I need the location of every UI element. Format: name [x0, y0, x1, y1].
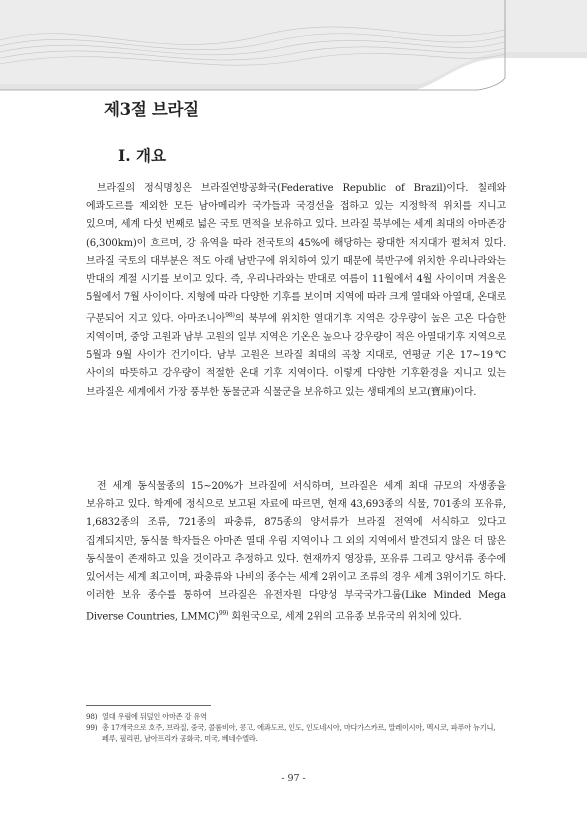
body-paragraph-2 [86, 478, 506, 627]
section-heading: I. 개요 [118, 146, 166, 165]
footnote-number: 99) [86, 723, 98, 733]
paragraph-2-text-a: 전 세계 동식물종의 15~20%가 브라질에 서식하며, 브라질은 세계 최대 규모의 자생종을 보유하고 있다. 학계에 정식으로 보고된 자료에 따르면, 현재 43,693종의 식물, 701종의 포유류, 1,6832종의 조류, 721종의 파충류, 875종의 양서류가 브라질 전역에 서식하고 있다고 집계되지만, 동식물 학자들은 아마존 열대 우림 지역이나 그 외의 지역에서 발견되지 않은 더 많은 동식물이 존재하고 있을 것이라고 추정하고 있다. 현재까지 영장류, 포유류 그리고 양서류 종수에 있어서는 세계 최고이며, 파충류와 나비의 종수는 세계 2위이고 조류의 경우 세계 3위이기도 하다. 이러한 보유 종수를 통하여 브라질은 유전자원 다양성 부국국가그룹(Like Minded Mega Diverse Countries, LMMC) [86, 481, 506, 623]
footnote-text: 열대 우림에 뒤덮인 아마존 강 유역 [102, 712, 207, 721]
footnote-ref-98[interactable]: 98) [225, 312, 235, 320]
page-number: - 97 - [281, 773, 306, 784]
footnote-98 [86, 711, 511, 722]
paragraph-2-text-b: 회원국으로, 세계 2위의 고유종 보유국의 위치에 있다. [228, 611, 462, 623]
footnote-ref-99[interactable]: 99) [218, 610, 229, 618]
footnotes [86, 711, 511, 745]
footnote-number: 98) [86, 712, 98, 721]
footnote-99 [86, 722, 511, 744]
chapter-title: 제3절 브라질 [104, 100, 199, 119]
paragraph-1-text-a: 브라질의 정식명칭은 브라질연방공화국(Federative Republic of Brazil)이다. 칠레와 에콰도르를 제외한 모든 남아메리카 국가들과 국경선을 접하고 있는 지정학적 위치를 지니고 있으며, 세계 다섯 번째로 넓은 국토 면적을 보유하고 있다. 브라질 북부에는 세계 최대의 아마존강(6,300km)이 흐르며, 강 유역을 따라 전국토의 45%에 해당하는 광대한 저지대가 펼쳐져 있다. 브라질 국토의 대부분은 적도 아래 남반구에 위치하여 있기 때문에 북반구에 위치한 우리나라와는 반대의 계절 시기를 보이고 있다. 즉, 우리나라와는 반대로 여름이 11월에서 4월 사이이며 겨울은 5월에서 7월 사이이다. 지형에 따라 다양한 기후를 보이며 지역에 따라 크게 열대와 아열대, 온대로 구분되어 지고 있다. 아마조니아 [86, 183, 506, 325]
body-paragraph-1 [86, 180, 506, 402]
footnote-separator [86, 705, 211, 706]
header-wave-graphic [0, 0, 587, 92]
paragraph-1-text-b: 의 북부에 위치한 열대기후 지역은 강우량이 높은 고온 다습한 지역이며, 중앙 고원과 남부 고원의 일부 지역은 기온은 높으나 강우량이 적은 아열대기후 지역으로 5월과 9월 사이가 건기이다. 남부 고원은 브라질 최대의 곡창 지대로, 연평균 기온 17~19℃ 사이의 따뜻하고 강우량이 적절한 온대 기후 지역이다. 이렇게 다양한 기후환경을 지니고 있는 브라질은 세계에서 가장 풍부한 동물군과 식물군을 보유하고 있는 생태계의 보고(寶庫)이다. [86, 313, 506, 398]
header-decoration [0, 0, 587, 92]
footnote-text: 총 17개국으로 호주, 브라질, 중국, 콜롬비아, 콩고, 에콰도르, 인도, 인도네시아, 마다가스카르, 말레이시아, 멕시코, 파푸아 뉴기니, 페루, 필리핀, 남아프리카 공화국, 미국, 베네수엘라. [102, 723, 496, 744]
